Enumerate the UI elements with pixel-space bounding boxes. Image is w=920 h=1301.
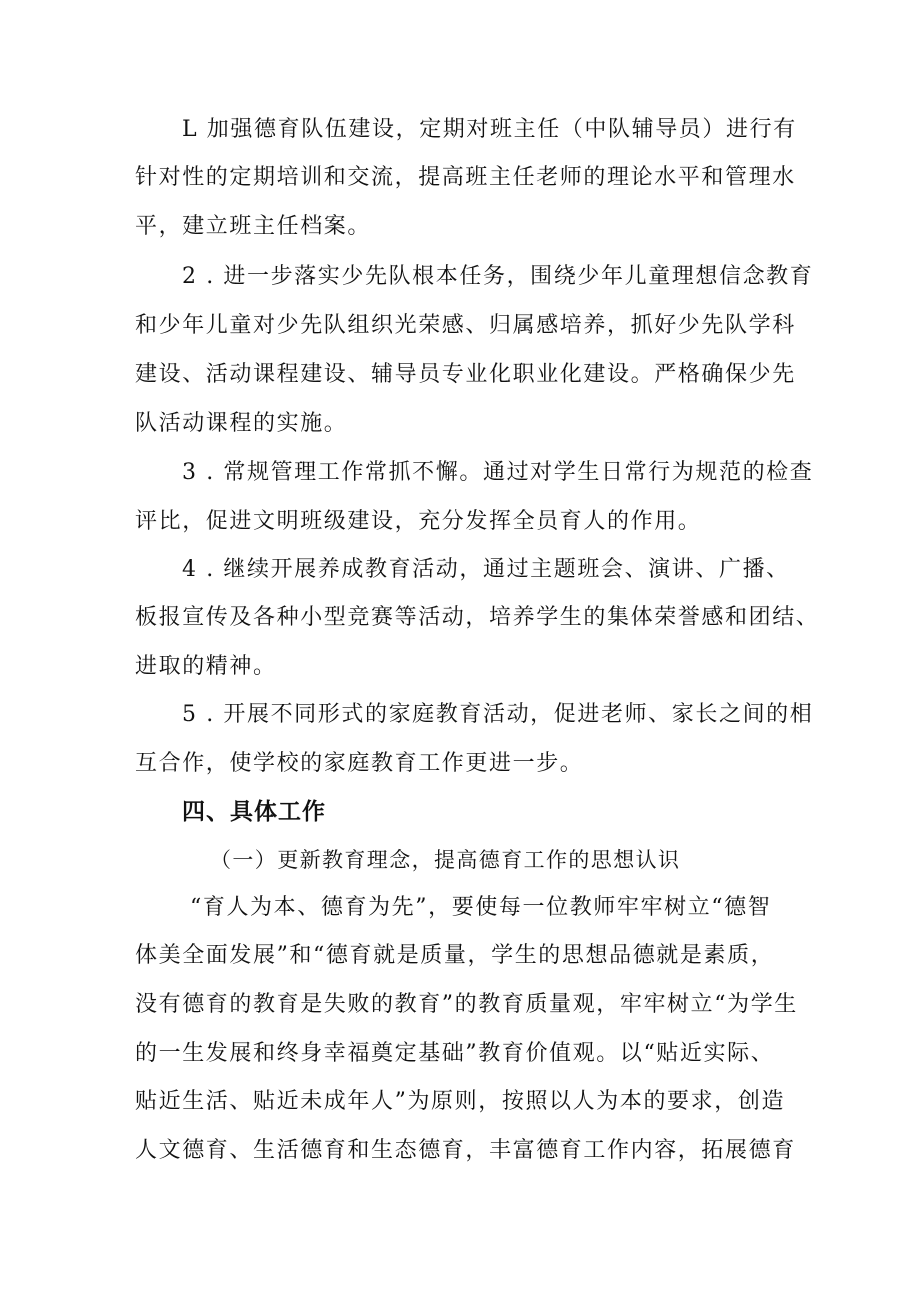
paragraph-1-line-1: L 加强德育队伍建设，定期对班主任（中队辅导员）进行有 — [182, 117, 797, 142]
paragraph-6-line-5: 贴近生活、贴近未成年人”为原则，按照以人为本的要求，创造 — [135, 1089, 786, 1114]
paragraph-2-line-2: 和少年儿童对少先队组织光荣感、归属感培养，抓好少先队学科 — [135, 313, 796, 338]
paragraph-5-line-1: 5 . 开展不同形式的家庭教育活动，促进老师、家长之间的相 — [182, 702, 814, 727]
paragraph-1-line-2: 针对性的定期培训和交流，提高班主任老师的理论水平和管理水 — [135, 165, 796, 190]
paragraph-5-line-2: 互合作，使学校的家庭教育工作更进一步。 — [135, 751, 584, 776]
paragraph-4-line-3: 进取的精神。 — [135, 654, 277, 679]
paragraph-6-line-1: “育人为本、德育为先”，要使每一位教师牢牢树立“德智 — [190, 895, 772, 920]
subsection-heading: （一）更新教育理念，提高德育工作的思想认识 — [210, 848, 681, 872]
paragraph-2-line-4: 队活动课程的实施。 — [135, 411, 348, 436]
paragraph-2-line-1: 2 . 进一步落实少先队根本任务，围绕少年儿童理想信念教育 — [182, 264, 814, 289]
paragraph-4-line-1: 4 . 继续开展养成教育活动，通过主题班会、演讲、广播、 — [182, 557, 790, 582]
paragraph-6-line-6: 人文德育、生活德育和生态德育，丰富德育工作内容，拓展德育 — [135, 1138, 796, 1163]
paragraph-6-line-3: 没有德育的教育是失败的教育”的教育质量观，牢牢树立“为学生 — [135, 992, 798, 1017]
paragraph-6-line-2: 体美全面发展”和“德育就是质量，学生的思想品德就是素质， — [135, 943, 775, 968]
paragraph-4-line-2: 板报宣传及各种小型竞赛等活动，培养学生的集体荣誉感和团结、 — [135, 605, 820, 630]
section-heading: 四、具体工作 — [182, 799, 326, 825]
paragraph-2-line-3: 建设、活动课程建设、辅导员专业化职业化建设。严格确保少先 — [135, 362, 796, 387]
paragraph-3-line-2: 评比，促进文明班级建设，充分发挥全员育人的作用。 — [135, 509, 702, 534]
paragraph-3-line-1: 3 . 常规管理工作常抓不懈。通过对学生日常行为规范的检查 — [182, 460, 814, 485]
paragraph-1-line-3: 平，建立班主任档案。 — [135, 214, 372, 239]
paragraph-6-line-4: 的一生发展和终身幸福奠定基础”教育价值观。以“贴近实际、 — [135, 1041, 775, 1066]
